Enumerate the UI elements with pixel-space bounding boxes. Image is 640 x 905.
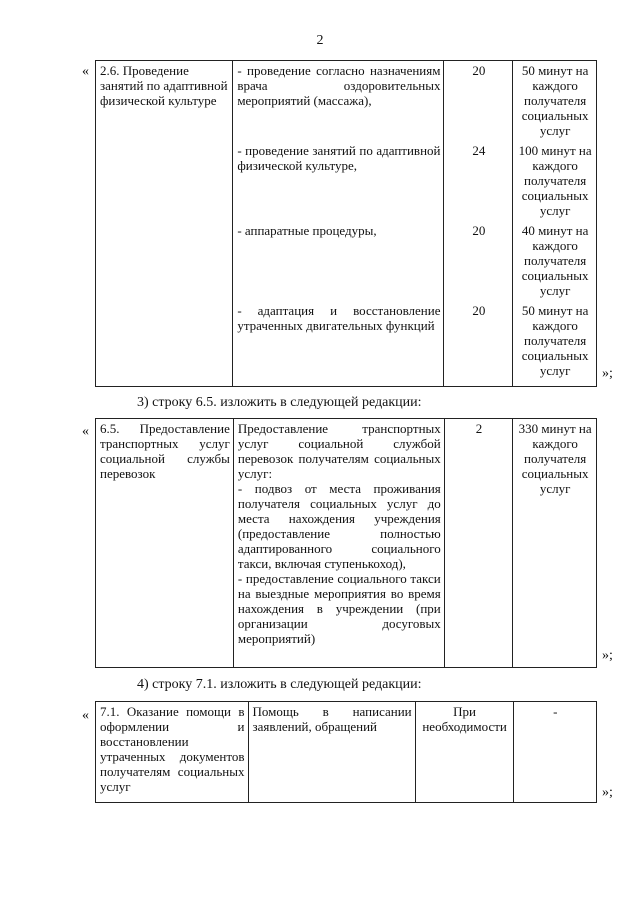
table-row-2-6 bbox=[95, 60, 597, 387]
count-value: 24 bbox=[472, 143, 486, 158]
table-row-6-5 bbox=[95, 418, 597, 668]
description-text: Помощь в написании заявлений, обращений bbox=[252, 704, 412, 734]
description-cell bbox=[233, 419, 444, 668]
list-item: - адаптация и восстановление утраченных двигательных функций bbox=[237, 303, 441, 333]
open-quote: « bbox=[82, 64, 89, 79]
frequency-value: При необходимости bbox=[422, 704, 507, 734]
count-cell bbox=[444, 419, 512, 668]
description-cell bbox=[248, 702, 415, 803]
count-value: 2 bbox=[475, 421, 483, 436]
service-cell bbox=[96, 61, 233, 387]
frequency-cell bbox=[415, 702, 513, 803]
time-value: - bbox=[553, 704, 558, 719]
service-name: 6.5. Предоставление транспортных услуг социальной службы перевозок bbox=[100, 421, 230, 481]
service-name: 2.6. Проведение занятий по адаптивной физической культуре bbox=[100, 63, 228, 108]
table-row-7-1 bbox=[95, 701, 597, 803]
close-quote: »; bbox=[602, 785, 613, 800]
page-number: 2 bbox=[316, 33, 324, 48]
count-cell bbox=[444, 61, 513, 387]
list-item: - подвоз от места проживания получателя социальных услуг до места нахождения учреждения (предоставление полностью адаптированного социального такси, включая ступенькоход), bbox=[237, 481, 441, 571]
service-cell bbox=[96, 419, 234, 668]
list-item: - проведение согласно назначениям врача оздоровительных мероприятий (массажа), bbox=[237, 63, 441, 108]
close-quote: »; bbox=[602, 648, 613, 663]
count-value: 20 bbox=[472, 63, 486, 78]
description-cell bbox=[233, 61, 444, 387]
service-name: 7.1. Оказание помощи в оформлении и восстановлении утраченных документов получателям социальных услуг bbox=[100, 704, 245, 794]
open-quote: « bbox=[82, 424, 89, 439]
description-text: Предоставление транспортных услуг социальной службой перевозок получателям социальных услуг: bbox=[237, 421, 441, 481]
time-value: 100 минут на каждого получателя социальных услуг bbox=[518, 143, 592, 218]
list-item: - аппаратные процедуры, bbox=[237, 223, 377, 238]
time-value: 330 минут на каждого получателя социальных услуг bbox=[518, 421, 592, 496]
time-cell bbox=[513, 61, 597, 387]
count-value: 20 bbox=[472, 223, 486, 238]
list-item: - предоставление социального такси на выездные мероприятия во время нахождения в учреждении (при организации досуговых мероприятий) bbox=[237, 571, 441, 646]
time-value: 50 минут на каждого получателя социальных услуг bbox=[521, 63, 589, 138]
count-value: 20 bbox=[472, 303, 486, 318]
time-value: 50 минут на каждого получателя социальных услуг bbox=[521, 303, 589, 378]
time-cell bbox=[513, 702, 596, 803]
time-value: 40 минут на каждого получателя социальных услуг bbox=[521, 223, 589, 298]
open-quote: « bbox=[82, 708, 89, 723]
paragraph-4: 4) строку 7.1. изложить в следующей редакции: bbox=[137, 677, 422, 692]
paragraph-3: 3) строку 6.5. изложить в следующей редакции: bbox=[137, 395, 422, 410]
close-quote: »; bbox=[602, 366, 613, 381]
list-item: - проведение занятий по адаптивной физической культуре, bbox=[237, 143, 441, 173]
service-cell bbox=[96, 702, 249, 803]
time-cell bbox=[513, 419, 597, 668]
